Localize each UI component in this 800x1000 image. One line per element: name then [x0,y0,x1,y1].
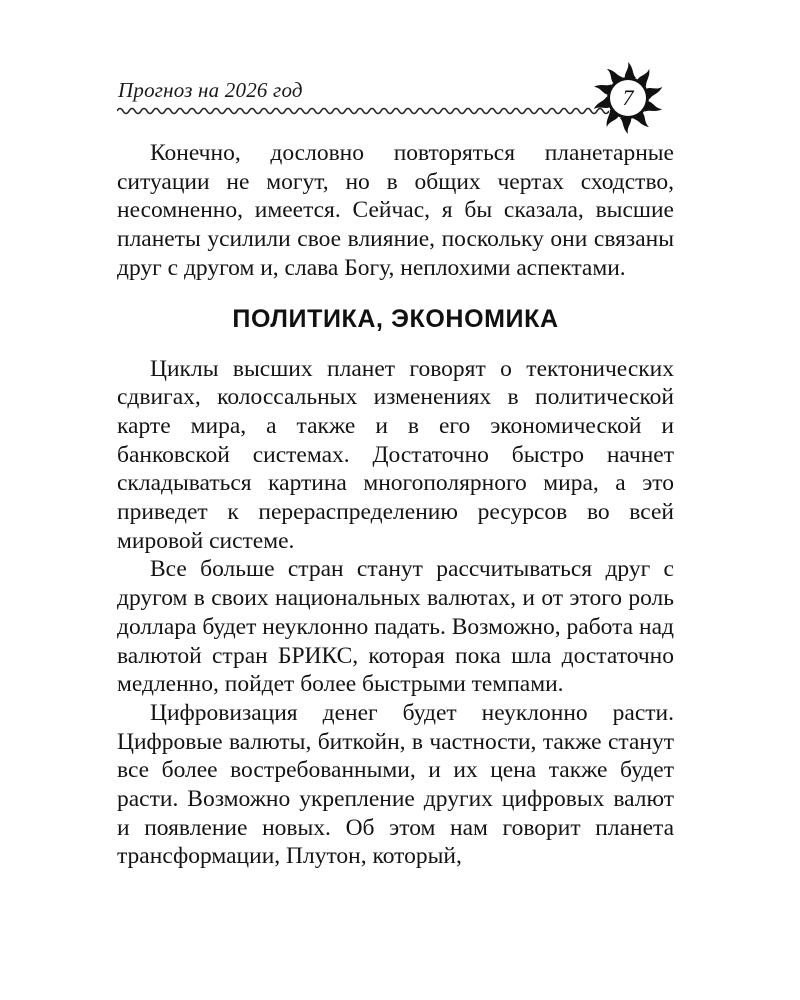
body-text [117,139,674,871]
wavy-rule [117,104,609,118]
section-heading: ПОЛИТИКА, ЭКОНОМИКА [232,304,559,333]
running-head-title: Прогноз на 2026 год [118,78,303,102]
paragraph-3: Цифровизация денег будет неуклонно расти. Цифровые валюты, биткойн, в частности, также станут все более востребованными, и их цена также будет расти. Возможно укрепление других цифровых валют и появление новых. Об этом нам говорит планета трансформации, Плутон, который, [117,699,674,870]
page-number: 7 [622,85,634,110]
paragraph-1: Циклы высших планет говорят о тектонических сдвигах, колоссальных изменениях в политической карте мира, а также и в его экономической и банковской системах. Достаточно быстро начнет складываться картина многополярного мира, а это приведет к перераспределению ресурсов во всей мировой системе. [117,355,674,554]
intro-paragraph: Конечно, дословно повторяться планетарные ситуации не могут, но в общих чертах сходство, несомненно, имеется. Сейчас, я бы сказала, высшие планеты усилили свое влияние, поскольку они связаны друг с другом и, слава Богу, неплохими аспектами. [117,140,674,281]
paragraph-2: Все больше стран станут рассчитываться друг с другом в своих национальных валютах, и от этого роль доллара будет неуклонно падать. Возможно, работа над валютой стран БРИКС, которая пока шла достаточно медленно, пойдет более быстрыми темпами. [117,556,674,698]
